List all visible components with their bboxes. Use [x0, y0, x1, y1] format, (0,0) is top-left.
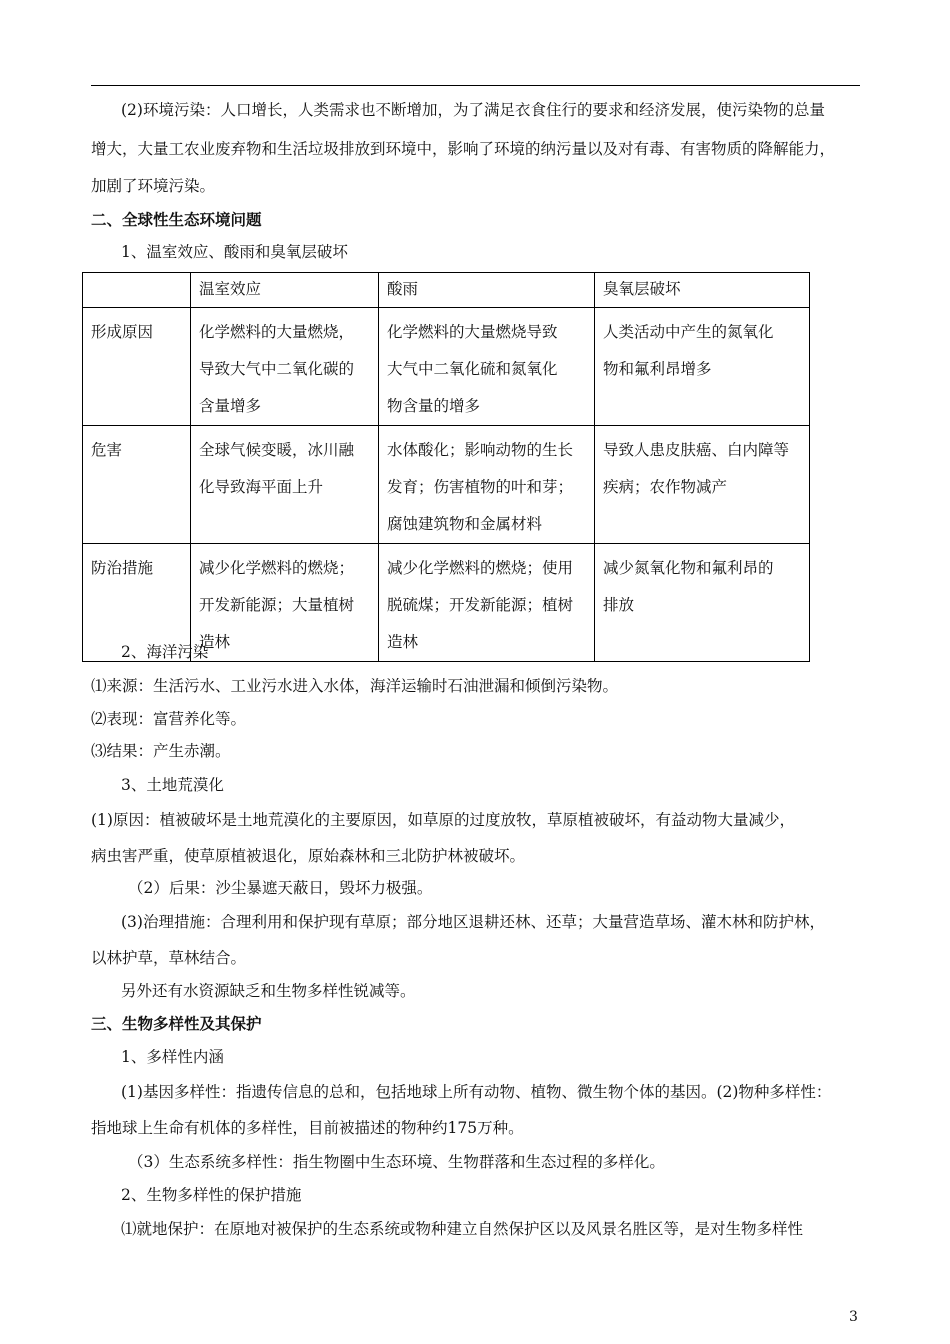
table-header-cell: 酸雨 — [379, 273, 595, 308]
table-header-cell: 臭氧层破坏 — [595, 273, 810, 308]
subheading-protection: 2、生物多样性的保护措施 — [121, 1186, 302, 1204]
cell-line: 全球气候变暖，冰川融 — [199, 441, 355, 459]
subheading-diversity: 1、多样性内涵 — [121, 1048, 224, 1066]
cell-line: 疾病；农作物减产 — [603, 478, 728, 496]
cell-line: 化学燃料的大量燃烧导致 — [387, 323, 558, 341]
cell-line: 排放 — [603, 596, 635, 614]
cell-line: 含量增多 — [199, 397, 262, 415]
desert-line-3: （2）后果：沙尘暴遮天蔽日，毁坏力极强。 — [128, 879, 433, 897]
intro-line-1: (2)环境污染：人口增长，人类需求也不断增加，为了满足衣食住行的要求和经济发展，使污染物的总量 — [121, 101, 825, 119]
table-cell — [595, 544, 810, 662]
protection-line-1: ⑴就地保护：在原地对被保护的生态系统或物种建立自然保护区以及风景名胜区等，是对生物多样性 — [121, 1220, 804, 1238]
intro-line-3: 加剧了环境污染。 — [91, 177, 216, 195]
cell-line: 发育；伤害植物的叶和芽； — [387, 478, 574, 496]
table-cell — [379, 426, 595, 544]
row-label: 危害 — [83, 426, 191, 544]
table-row — [83, 426, 810, 544]
cell-line: 物和氟利昂增多 — [603, 360, 712, 378]
row-label: 形成原因 — [83, 308, 191, 426]
table-cell — [191, 544, 379, 662]
table-cell — [379, 308, 595, 426]
desert-line-6: 另外还有水资源缺乏和生物多样性锐减等。 — [121, 982, 416, 1000]
environment-problems-table — [82, 272, 810, 662]
section-2-heading: 二、全球性生态环境问题 — [91, 211, 262, 229]
table-cell — [191, 426, 379, 544]
subheading-ocean: 2、海洋污染 — [121, 643, 209, 661]
desert-line-2: 病虫害严重，使草原植被退化，原始森林和三北防护林被破坏。 — [91, 847, 526, 865]
subheading-desert: 3、土地荒漠化 — [121, 776, 224, 794]
cell-line: 水体酸化；影响动物的生长 — [387, 441, 574, 459]
cell-line: 大气中二氧化硫和氮氧化 — [387, 360, 558, 378]
section-3-heading: 三、生物多样性及其保护 — [91, 1015, 262, 1033]
subheading-greenhouse: 1、温室效应、酸雨和臭氧层破坏 — [121, 243, 348, 261]
cell-line: 开发新能源；大量植树 — [199, 596, 355, 614]
table-header-cell — [83, 273, 191, 308]
cell-line: 造林 — [199, 633, 231, 651]
cell-line: 造林 — [387, 633, 419, 651]
table-header-cell: 温室效应 — [191, 273, 379, 308]
desert-line-5: 以林护草，草林结合。 — [91, 949, 247, 967]
desert-line-4: (3)治理措施：合理利用和保护现有草原；部分地区退耕还林、还草；大量营造草场、灌木林和防护林， — [121, 913, 825, 931]
cell-line: 物含量的增多 — [387, 397, 481, 415]
table-row — [83, 308, 810, 426]
desert-line-1: (1)原因：植被破坏是土地荒漠化的主要原因，如草原的过度放牧，草原植被破坏，有益动物大量减少， — [91, 811, 795, 829]
intro-line-2: 增大，大量工农业废弃物和生活垃圾排放到环境中，影响了环境的纳污量以及对有毒、有害物质的降解能力， — [91, 140, 836, 158]
page-number: 3 — [849, 1309, 858, 1325]
cell-line: 腐蚀建筑物和金属材料 — [387, 515, 543, 533]
cell-line: 化学燃料的大量燃烧， — [199, 323, 355, 341]
ocean-line-3: ⑶结果：产生赤潮。 — [91, 742, 231, 760]
cell-line: 人类活动中产生的氮氧化 — [603, 323, 774, 341]
table-header-row — [83, 273, 810, 308]
cell-line: 导致人患皮肤癌、白内障等 — [603, 441, 790, 459]
cell-line: 导致大气中二氧化碳的 — [199, 360, 355, 378]
ocean-line-2: ⑵表现：富营养化等。 — [91, 710, 247, 728]
cell-line: 化导致海平面上升 — [199, 478, 324, 496]
cell-line: 减少化学燃料的燃烧； — [199, 559, 355, 577]
table-cell — [191, 308, 379, 426]
table-cell — [595, 426, 810, 544]
diversity-line-3: （3）生态系统多样性：指生物圈中生态环境、生物群落和生态过程的多样化。 — [128, 1153, 665, 1171]
cell-line: 减少氮氧化物和氟利昂的 — [603, 559, 774, 577]
diversity-line-2: 指地球上生命有机体的多样性，目前被描述的物种约175万种。 — [91, 1119, 524, 1137]
cell-line: 减少化学燃料的燃烧；使用 — [387, 559, 574, 577]
row-label: 防治措施 — [83, 544, 191, 662]
ocean-line-1: ⑴来源：生活污水、工业污水进入水体，海洋运输时石油泄漏和倾倒污染物。 — [91, 677, 619, 695]
table-cell — [595, 308, 810, 426]
cell-line: 脱硫煤；开发新能源；植树 — [387, 596, 574, 614]
diversity-line-1: (1)基因多样性：指遗传信息的总和，包括地球上所有动物、植物、微生物个体的基因。(2)物种多样性： — [121, 1083, 832, 1101]
table-cell — [379, 544, 595, 662]
header-rule — [91, 85, 860, 86]
